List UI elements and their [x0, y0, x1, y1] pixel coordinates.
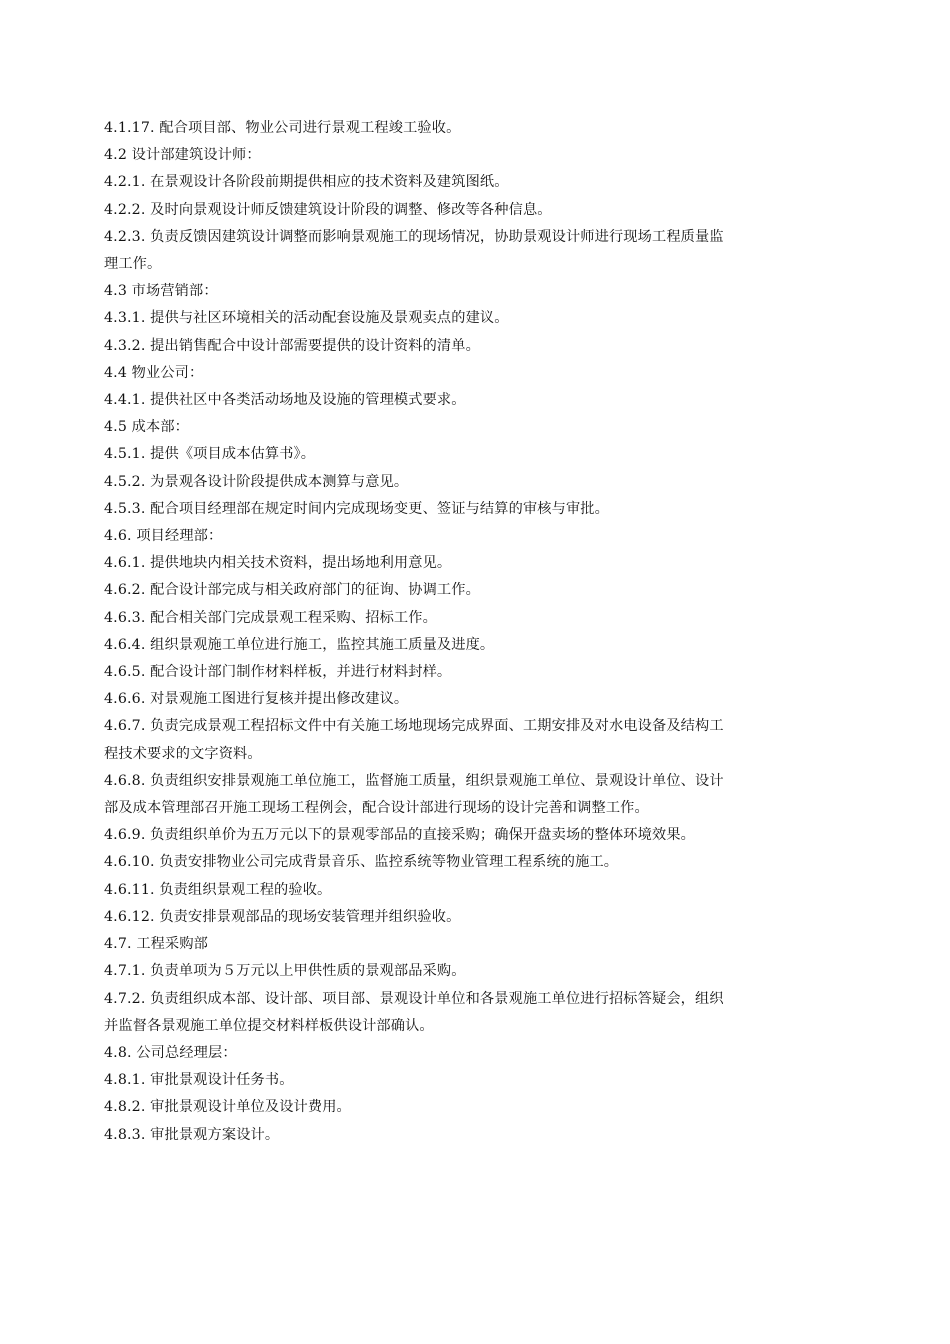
clause-4-3-1: 4.3.1. 提供与社区环境相关的活动配套设施及景观卖点的建议。 [104, 310, 509, 327]
document-body [104, 115, 849, 1149]
clause-4-2-1: 4.2.1. 在景观设计各阶段前期提供相应的技术资料及建筑图纸。 [104, 174, 509, 191]
clause-4-8-2: 4.8.2. 审批景观设计单位及设计费用。 [104, 1099, 351, 1116]
section-heading-4-2: 4.2 设计部建筑设计师： [104, 147, 261, 164]
clause-4-7-2-line-2: 并监督各景观施工单位提交材料样板供设计部确认。 [104, 1017, 434, 1034]
section-heading-4-6: 4.6. 项目经理部： [104, 528, 223, 545]
clause-4-7-1: 4.7.1. 负责单项为５万元以上甲供性质的景观部品采购。 [104, 963, 466, 980]
section-heading-4-7: 4.7. 工程采购部 [104, 936, 209, 953]
clause-4-8-3: 4.8.3. 审批景观方案设计。 [104, 1126, 280, 1143]
clause-4-5-2: 4.5.2. 为景观各设计阶段提供成本测算与意见。 [104, 473, 409, 490]
clause-4-5-1: 4.5.1. 提供《项目成本估算书》。 [104, 446, 316, 463]
clause-4-6-6: 4.6.6. 对景观施工图进行复核并提出修改建议。 [104, 691, 409, 708]
clause-4-2-2: 4.2.2. 及时向景观设计师反馈建筑设计阶段的调整、修改等各种信息。 [104, 201, 552, 218]
clause-4-5-3: 4.5.3. 配合项目经理部在规定时间内完成现场变更、签证与结算的审核与审批。 [104, 500, 609, 517]
clause-4-6-10: 4.6.10. 负责安排物业公司完成背景音乐、监控系统等物业管理工程系统的施工。 [104, 854, 619, 871]
clause-4-2-3-line-1: 4.2.3. 负责反馈因建筑设计调整而影响景观施工的现场情况，协助景观设计师进行现场工程质量监 [104, 228, 724, 245]
section-heading-4-3: 4.3 市场营销部： [104, 283, 218, 300]
clause-4-6-11: 4.6.11. 负责组织景观工程的验收。 [104, 881, 332, 898]
clause-4-6-8-line-2: 部及成本管理部召开施工现场工程例会，配合设计部进行现场的设计完善和调整工作。 [104, 800, 649, 817]
clause-4-3-2: 4.3.2. 提出销售配合中设计部需要提供的设计资料的清单。 [104, 337, 480, 354]
section-heading-4-4: 4.4 物业公司： [104, 364, 204, 381]
clause-4-8-1: 4.8.1. 审批景观设计任务书。 [104, 1072, 294, 1089]
clause-4-4-1: 4.4.1. 提供社区中各类活动场地及设施的管理模式要求。 [104, 392, 466, 409]
clause-4-7-2-line-1: 4.7.2. 负责组织成本部、设计部、项目部、景观设计单位和各景观施工单位进行招标答疑会，组织 [104, 990, 724, 1007]
clause-4-6-7-line-2: 程技术要求的文字资料。 [104, 745, 262, 762]
clause-4-6-2: 4.6.2. 配合设计部完成与相关政府部门的征询、协调工作。 [104, 582, 480, 599]
clause-4-6-4: 4.6.4. 组织景观施工单位进行施工，监控其施工质量及进度。 [104, 636, 495, 653]
section-heading-4-8: 4.8. 公司总经理层： [104, 1044, 237, 1061]
clause-4-6-5: 4.6.5. 配合设计部门制作材料样板，并进行材料封样。 [104, 664, 452, 681]
clause-4-6-8-line-1: 4.6.8. 负责组织安排景观施工单位施工，监督施工质量，组织景观施工单位、景观设计单位、设计 [104, 772, 724, 789]
clause-4-6-3: 4.6.3. 配合相关部门完成景观工程采购、招标工作。 [104, 609, 437, 626]
clause-4-1-17: 4.1.17. 配合项目部、物业公司进行景观工程竣工验收。 [104, 120, 461, 136]
clause-4-2-3-line-2: 理工作。 [104, 256, 162, 273]
clause-4-6-12: 4.6.12. 负责安排景观部品的现场安装管理并组织验收。 [104, 908, 461, 925]
clause-4-6-7-line-1: 4.6.7. 负责完成景观工程招标文件中有关施工场地现场完成界面、工期安排及对水电设备及结构工 [104, 718, 724, 735]
clause-4-6-1: 4.6.1. 提供地块内相关技术资料，提出场地利用意见。 [104, 555, 452, 572]
section-heading-4-5: 4.5 成本部： [104, 419, 190, 436]
clause-4-6-9: 4.6.9. 负责组织单价为五万元以下的景观零部品的直接采购；确保开盘卖场的整体环境效果。 [104, 827, 695, 844]
